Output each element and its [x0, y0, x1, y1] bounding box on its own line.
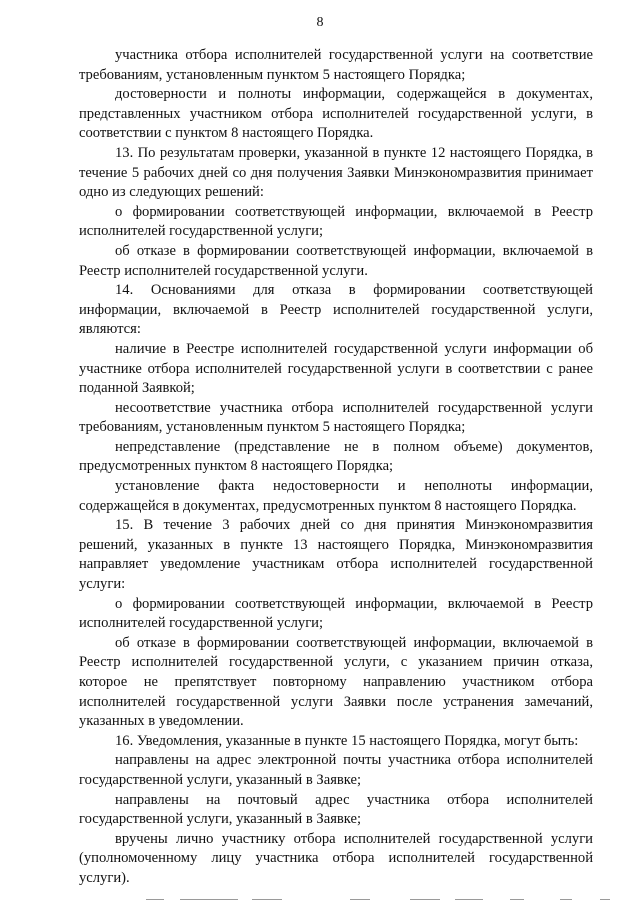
paragraph: несоответствие участника отбора исполнителей государственной услуги требованиям, установленным пунктом 5 настоящего Порядка;	[79, 399, 593, 436]
paragraph: 15. В течение 3 рабочих дней со дня принятия Минэкономразвития решений, указанных в пункте 13 настоящего Порядка, Минэкономразвития направляет уведомление участникам отбора исполнителей государственной услуги:	[79, 517, 593, 593]
paragraph: вручены лично участнику отбора исполнителей государственной услуги (уполномоченному лицу участника отбора исполнителей государственной услуги).	[79, 830, 593, 886]
document-body	[79, 46, 593, 889]
paragraph: о формировании соответствующей информации, включаемой в Реестр исполнителей государственной услуги;	[79, 595, 593, 632]
paragraph: о формировании соответствующей информации, включаемой в Реестр исполнителей государственной услуги;	[79, 203, 593, 240]
scan-artifacts	[0, 899, 640, 903]
paragraph: направлены на адрес электронной почты участника отбора исполнителей государственной услуги, указанный в Заявке;	[79, 752, 593, 788]
paragraph: 14. Основаниями для отказа в формировании соответствующей информации, включаемой в Реестр исполнителей государственной услуги, являются:	[79, 282, 593, 338]
paragraph: наличие в Реестре исполнителей государственной услуги информации об участнике отбора исполнителей государственной услуги в соответствии с ранее поданной Заявкой;	[79, 340, 593, 397]
page-number: 8	[316, 15, 324, 30]
paragraph: об отказе в формировании соответствующей информации, включаемой в Реестр исполнителей государственной услуги.	[79, 242, 593, 279]
paragraph: направлены на почтовый адрес участника отбора исполнителей государственной услуги, указанный в Заявке;	[79, 791, 593, 828]
paragraph: участника отбора исполнителей государственной услуги на соответствие требованиям, установленным пунктом 5 настоящего Порядка;	[79, 47, 593, 83]
paragraph: непредставление (представление не в полном объеме) документов, предусмотренных пунктом 8 настоящего Порядка;	[79, 438, 593, 475]
paragraph: установление факта недостоверности и неполноты информации, содержащейся в документах, предусмотренных пунктом 8 настоящего Порядка.	[79, 478, 593, 514]
paragraph: об отказе в формировании соответствующей информации, включаемой в Реестр исполнителей государственной услуги, с указанием причин отказа, которое не препятствует повторному направлению участником отбора исполнителей государственной услуги Заявки после устранения замечаний, указанных в уведомлении.	[79, 634, 593, 730]
paragraph: достоверности и полноты информации, содержащейся в документах, представленных участником отбора исполнителей государственной услуги, в соответствии с пунктом 8 настоящего Порядка.	[79, 86, 593, 142]
paragraph: 16. Уведомления, указанные в пункте 15 настоящего Порядка, могут быть:	[115, 732, 579, 749]
paragraph: 13. По результатам проверки, указанной в пункте 12 настоящего Порядка, в течение 5 рабочих дней со дня получения Заявки Минэкономразвития принимает одно из следующих решений:	[79, 144, 593, 201]
